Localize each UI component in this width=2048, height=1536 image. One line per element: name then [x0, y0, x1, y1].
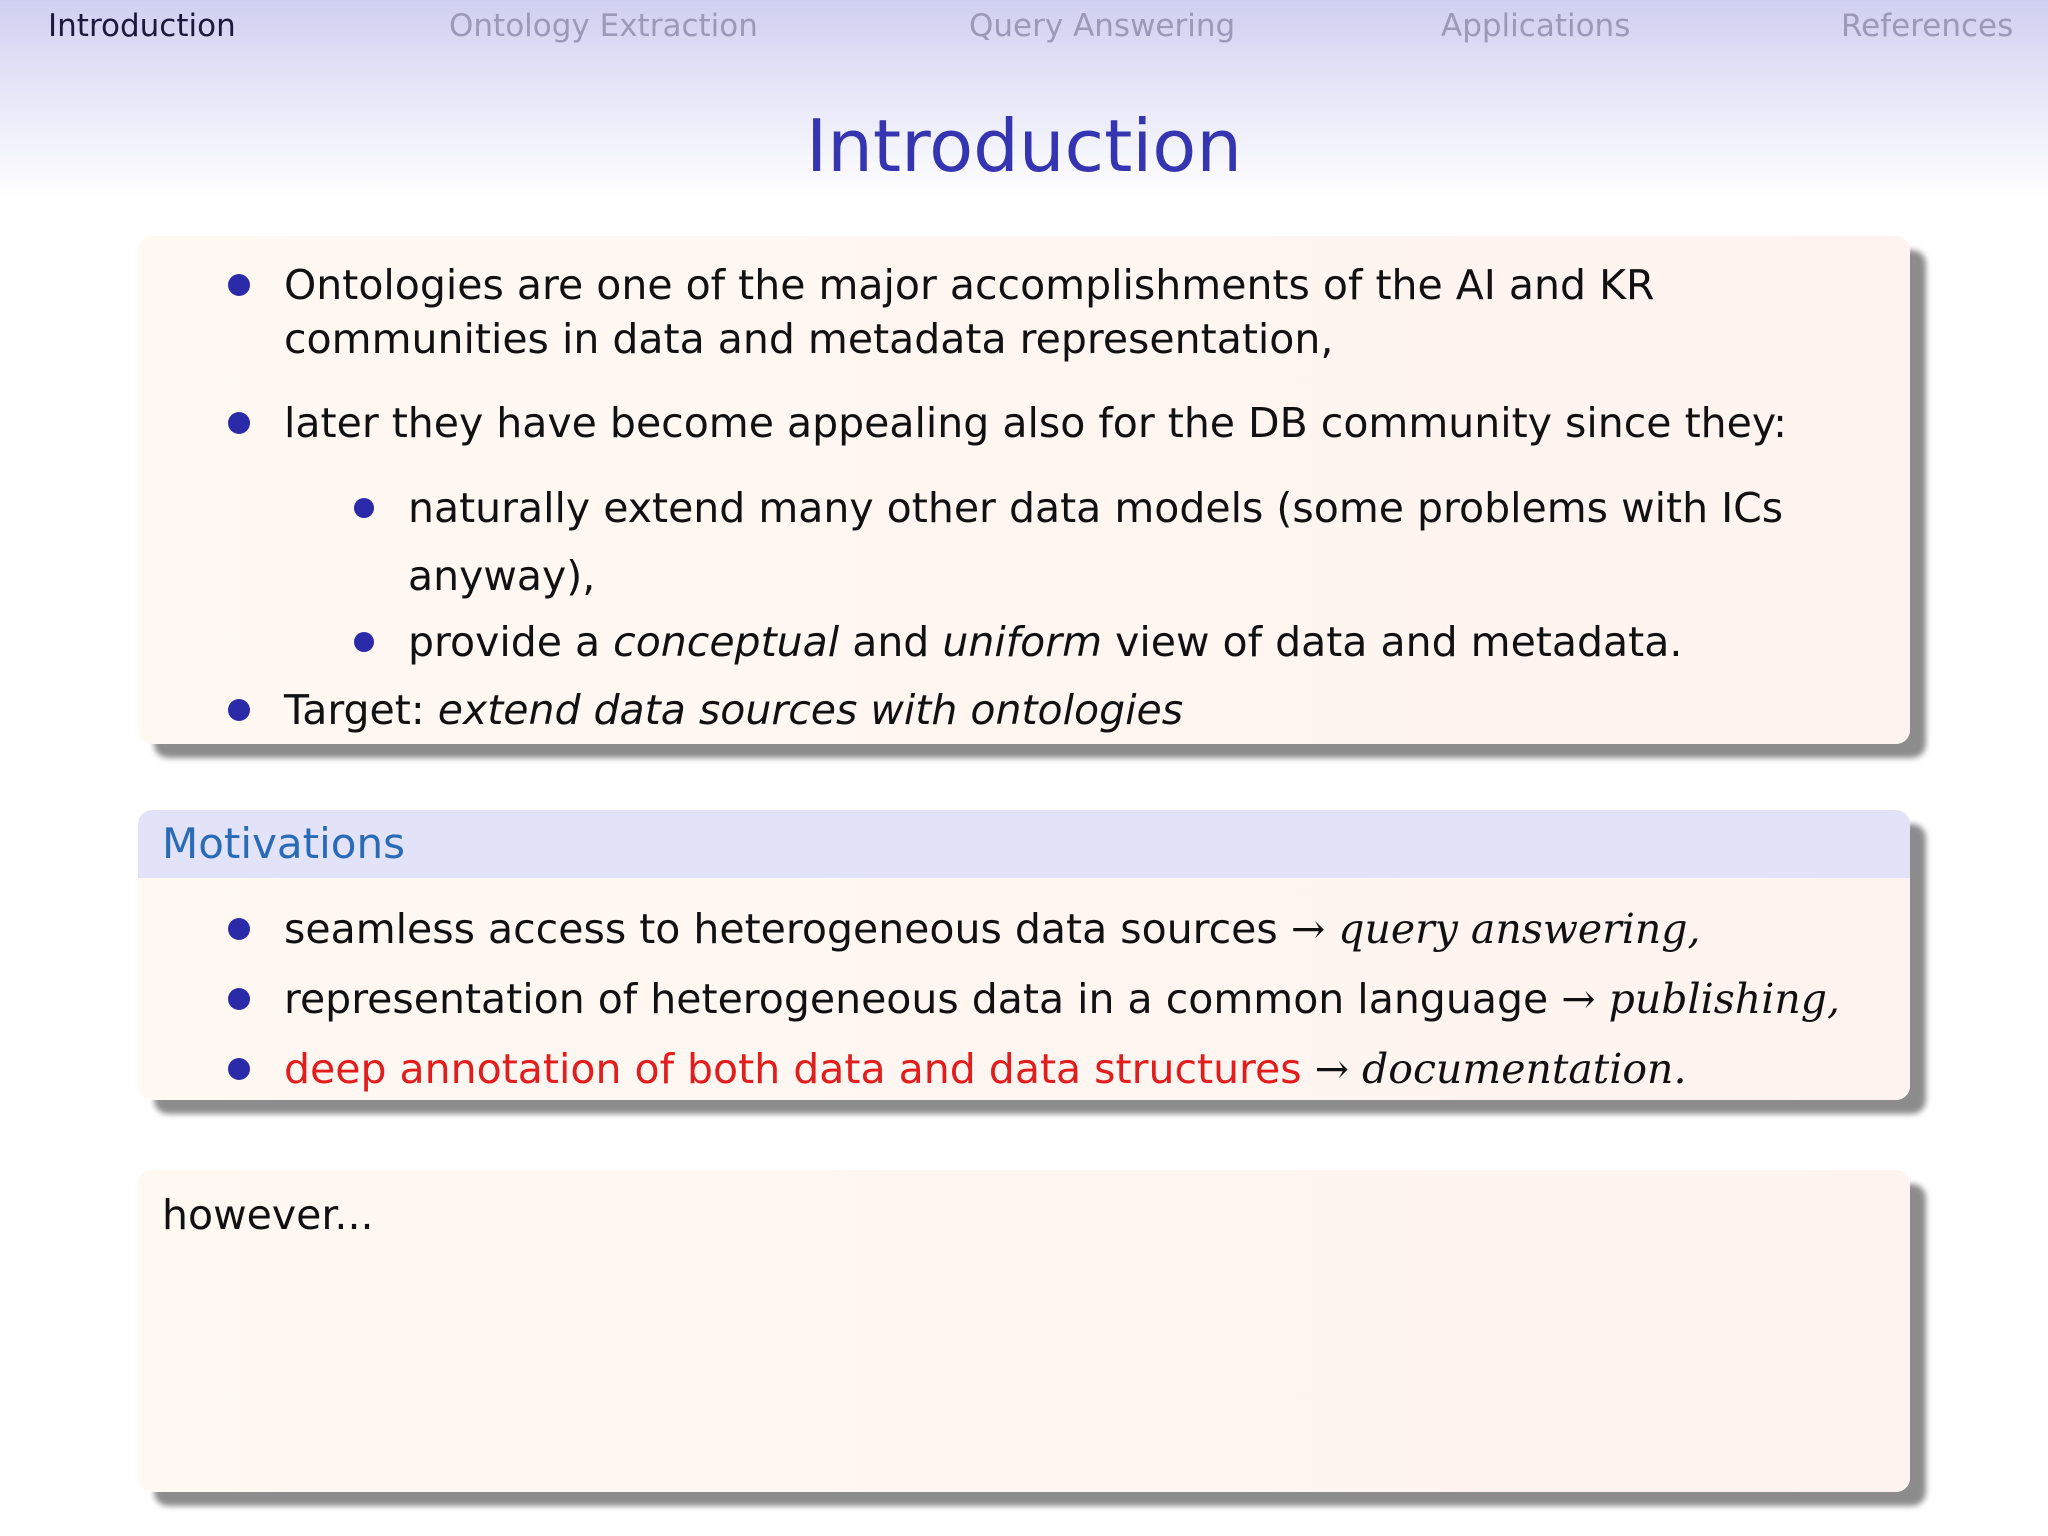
target-text: extend data sources with ontologies [437, 686, 1184, 734]
arrow-icon: → [1290, 905, 1326, 953]
however-block [138, 1170, 1910, 1492]
motivations-title: Motivations [138, 810, 1910, 878]
emphasis-text: uniform [942, 618, 1103, 666]
punctuation: , [1687, 905, 1701, 953]
motivation-target: query answering [1338, 905, 1688, 953]
bullet-text-line: Ontologies are one of the major accomplishments of the AI and KR [284, 261, 1655, 309]
sub-list-item [408, 608, 1888, 676]
however-text: however... [162, 1191, 374, 1239]
bullet-icon [228, 918, 250, 940]
motivation-target: documentation [1362, 1045, 1674, 1093]
nav-item-ontology-extraction[interactable]: Ontology Extraction [449, 8, 758, 44]
nav-item-applications[interactable]: Applications [1441, 8, 1631, 44]
sub-bullet-text-line: naturally extend many other data models (some problems with ICs [408, 484, 1784, 532]
list-item [284, 258, 1884, 366]
target-label: Target: [284, 686, 438, 734]
list-item [284, 396, 1884, 450]
list-item [284, 1034, 1884, 1104]
sub-bullet-text: view of data and metadata. [1102, 618, 1683, 666]
slide-title: Introduction [805, 104, 1242, 188]
motivation-text-highlighted: deep annotation of both data and data structures [284, 1045, 1302, 1093]
motivation-text: seamless access to heterogeneous data sources [284, 905, 1291, 953]
bullet-icon [354, 498, 374, 518]
sub-bullet-text-line: anyway), [408, 552, 596, 600]
sub-list-item [408, 474, 1888, 610]
bullet-icon [354, 632, 374, 652]
list-item [284, 964, 1904, 1034]
bullet-text: later they have become appealing also for the DB community since they: [284, 399, 1787, 447]
bullet-icon [228, 412, 250, 434]
bullet-icon [228, 988, 250, 1010]
sub-bullet-text: and [839, 618, 943, 666]
nav-item-query-answering[interactable]: Query Answering [969, 8, 1236, 44]
arrow-icon: → [1301, 1045, 1363, 1093]
nav-item-references[interactable]: References [1841, 8, 2014, 44]
motivation-target: publishing [1608, 975, 1827, 1023]
emphasis-text: conceptual [613, 618, 840, 666]
motivation-text: representation of heterogeneous data in a common language [284, 975, 1562, 1023]
arrow-icon: → [1561, 975, 1596, 1023]
bullet-text-line: communities in data and metadata representation, [284, 315, 1334, 363]
section-navigation [0, 8, 2048, 56]
punctuation: , [1826, 975, 1841, 1023]
punctuation: . [1673, 1045, 1687, 1093]
bullet-icon [228, 274, 250, 296]
bullet-icon [228, 699, 250, 721]
nav-item-introduction[interactable]: Introduction [48, 8, 236, 44]
motivations-block [138, 810, 1910, 1100]
bullet-icon [228, 1058, 250, 1080]
list-item [284, 894, 1884, 964]
intro-block [138, 236, 1910, 744]
sub-bullet-text: provide a [408, 618, 614, 666]
list-item [284, 676, 1884, 744]
